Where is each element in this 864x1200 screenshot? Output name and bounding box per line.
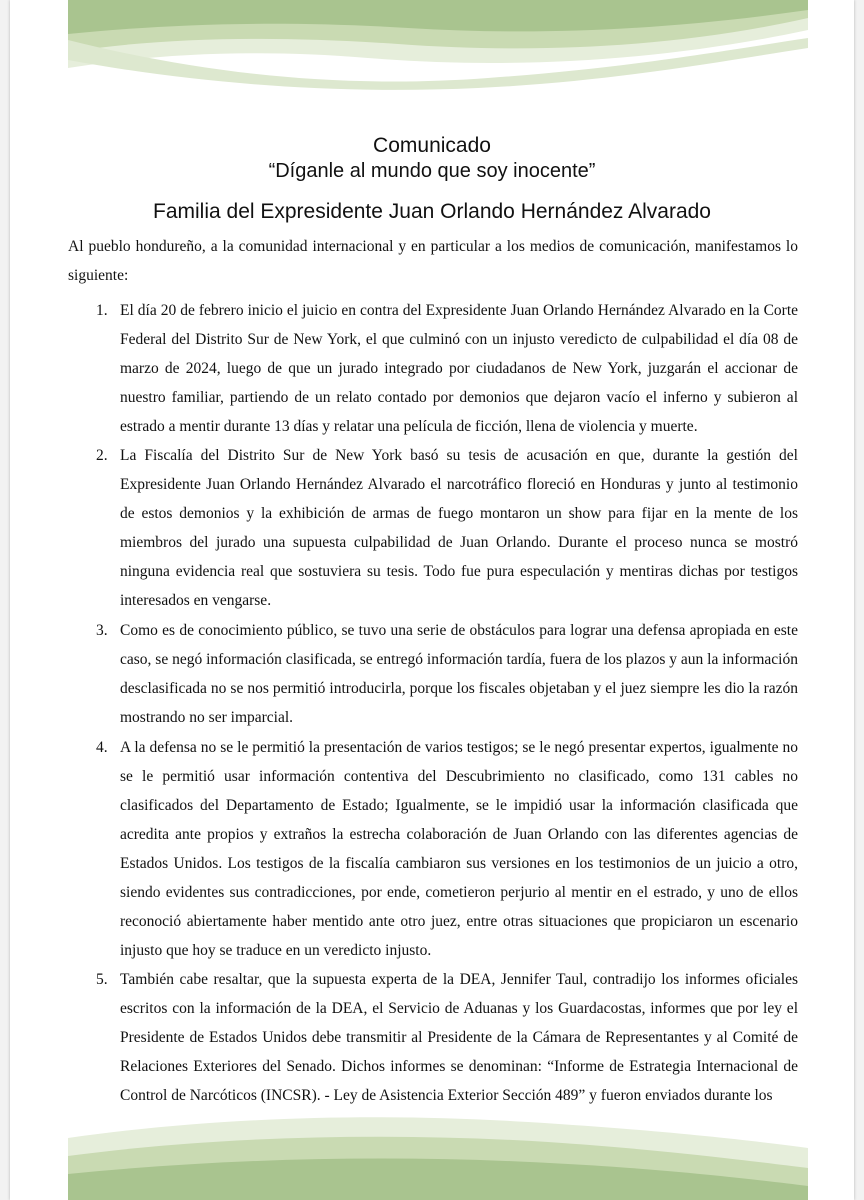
document-quote: “Díganle al mundo que soy inocente” [268, 160, 596, 182]
list-item [68, 733, 798, 965]
list-item-text: La Fiscalía del Distrito Sur de New York basó su tesis de acusación en que, durante la gestión del Expresidente Juan Orlando Hernández Alvarado el narcotráfico floreció en Honduras y junto al testimonio de estos demonios y la exhibición de armas de fuego montaron un show para fijar en la mente de los miembros del jurado una supuesta culpabilidad de Juan Orlando. Durante el proceso nunca se mostró ninguna evidencia real que sostuviera su tesis. Todo fue pura especulación y mentiras dichas por testigos interesados en vengarse. [120, 447, 798, 609]
list-item [68, 616, 798, 732]
document-page [10, 0, 854, 1200]
list-item-text: A la defensa no se le permitió la presentación de varios testigos; se le negó presentar expertos, igualmente no se le permitió usar información contentiva del Descubrimiento no clasificado, como 131 cables no clasificados del Departamento de Estado; Igualmente, se le impidió usar la información clasificada que acredita ante propios y extraños la estrecha colaboración de Juan Orlando con las diferentes agencias de Estados Unidos. Los testigos de la fiscalía cambiaron sus versiones en los testimonios de un juicio a otro, siendo evidentes sus contradicciones, por ende, cometieron perjurio al mentir en el estrado, y uno de ellos reconoció abiertamente haber mentido ante otro juez, entre otras situaciones que propiciaron un escenario injusto que hoy se traduce en un veredicto injusto. [120, 739, 798, 959]
list-item [68, 296, 798, 441]
list-item-text: También cabe resaltar, que la supuesta experta de la DEA, Jennifer Taul, contradijo los informes oficiales escritos con la información de la DEA, el Servicio de Aduanas y los Guardacostas, informes que por ley el Presidente de Estados Unidos debe transmitir al Presidente de la Cámara de Representantes y al Comité de Relaciones Exteriores del Senado. Dichos informes se denominan: “Informe de Estrategia Internacional de Control de Narcóticos (INCSR). - Ley de Asistencia Exterior Sección 489” y fueron enviados durante los [120, 971, 798, 1104]
intro-paragraph: Al pueblo hondureño, a la comunidad internacional y en particular a los medios de comunicación, manifestamos lo siguiente: [68, 238, 798, 284]
document-subtitle: Familia del Expresidente Juan Orlando Hernández Alvarado [153, 200, 711, 223]
list-item-text: Como es de conocimiento público, se tuvo una serie de obstáculos para lograr una defensa apropiada en este caso, se negó información clasificada, se entregó información tardía, fuera de los plazos y aun la información desclasificada no se nos permitió introducirla, porque los fiscales objetaban y el juez siempre les dio la razón mostrando no ser imparcial. [120, 622, 798, 726]
document-title: Comunicado [373, 134, 491, 157]
header-wave-decoration [68, 0, 808, 90]
list-number: 2. [96, 447, 108, 464]
list-item [68, 441, 798, 615]
list-number: 3. [96, 622, 108, 639]
list-number: 1. [96, 302, 108, 319]
list-number: 4. [96, 739, 108, 756]
list-item-text: El día 20 de febrero inicio el juicio en contra del Expresidente Juan Orlando Hernández Alvarado en la Corte Federal del Distrito Sur de New York, el que culminó con un injusto veredicto de culpabilidad el día 08 de marzo de 2024, luego de que un jurado integrado por ciudadanos de New York, juzgarán el accionar de nuestro familiar, partiendo de un relato contado por demonios que dejaron vacío el inferno y subieron al estrado a mentir durante 13 días y relatar una película de ficción, llena de violencia y muerte. [120, 302, 798, 435]
list-item [68, 965, 798, 1110]
list-number: 5. [96, 971, 108, 988]
footer-wave-decoration [68, 1108, 808, 1200]
